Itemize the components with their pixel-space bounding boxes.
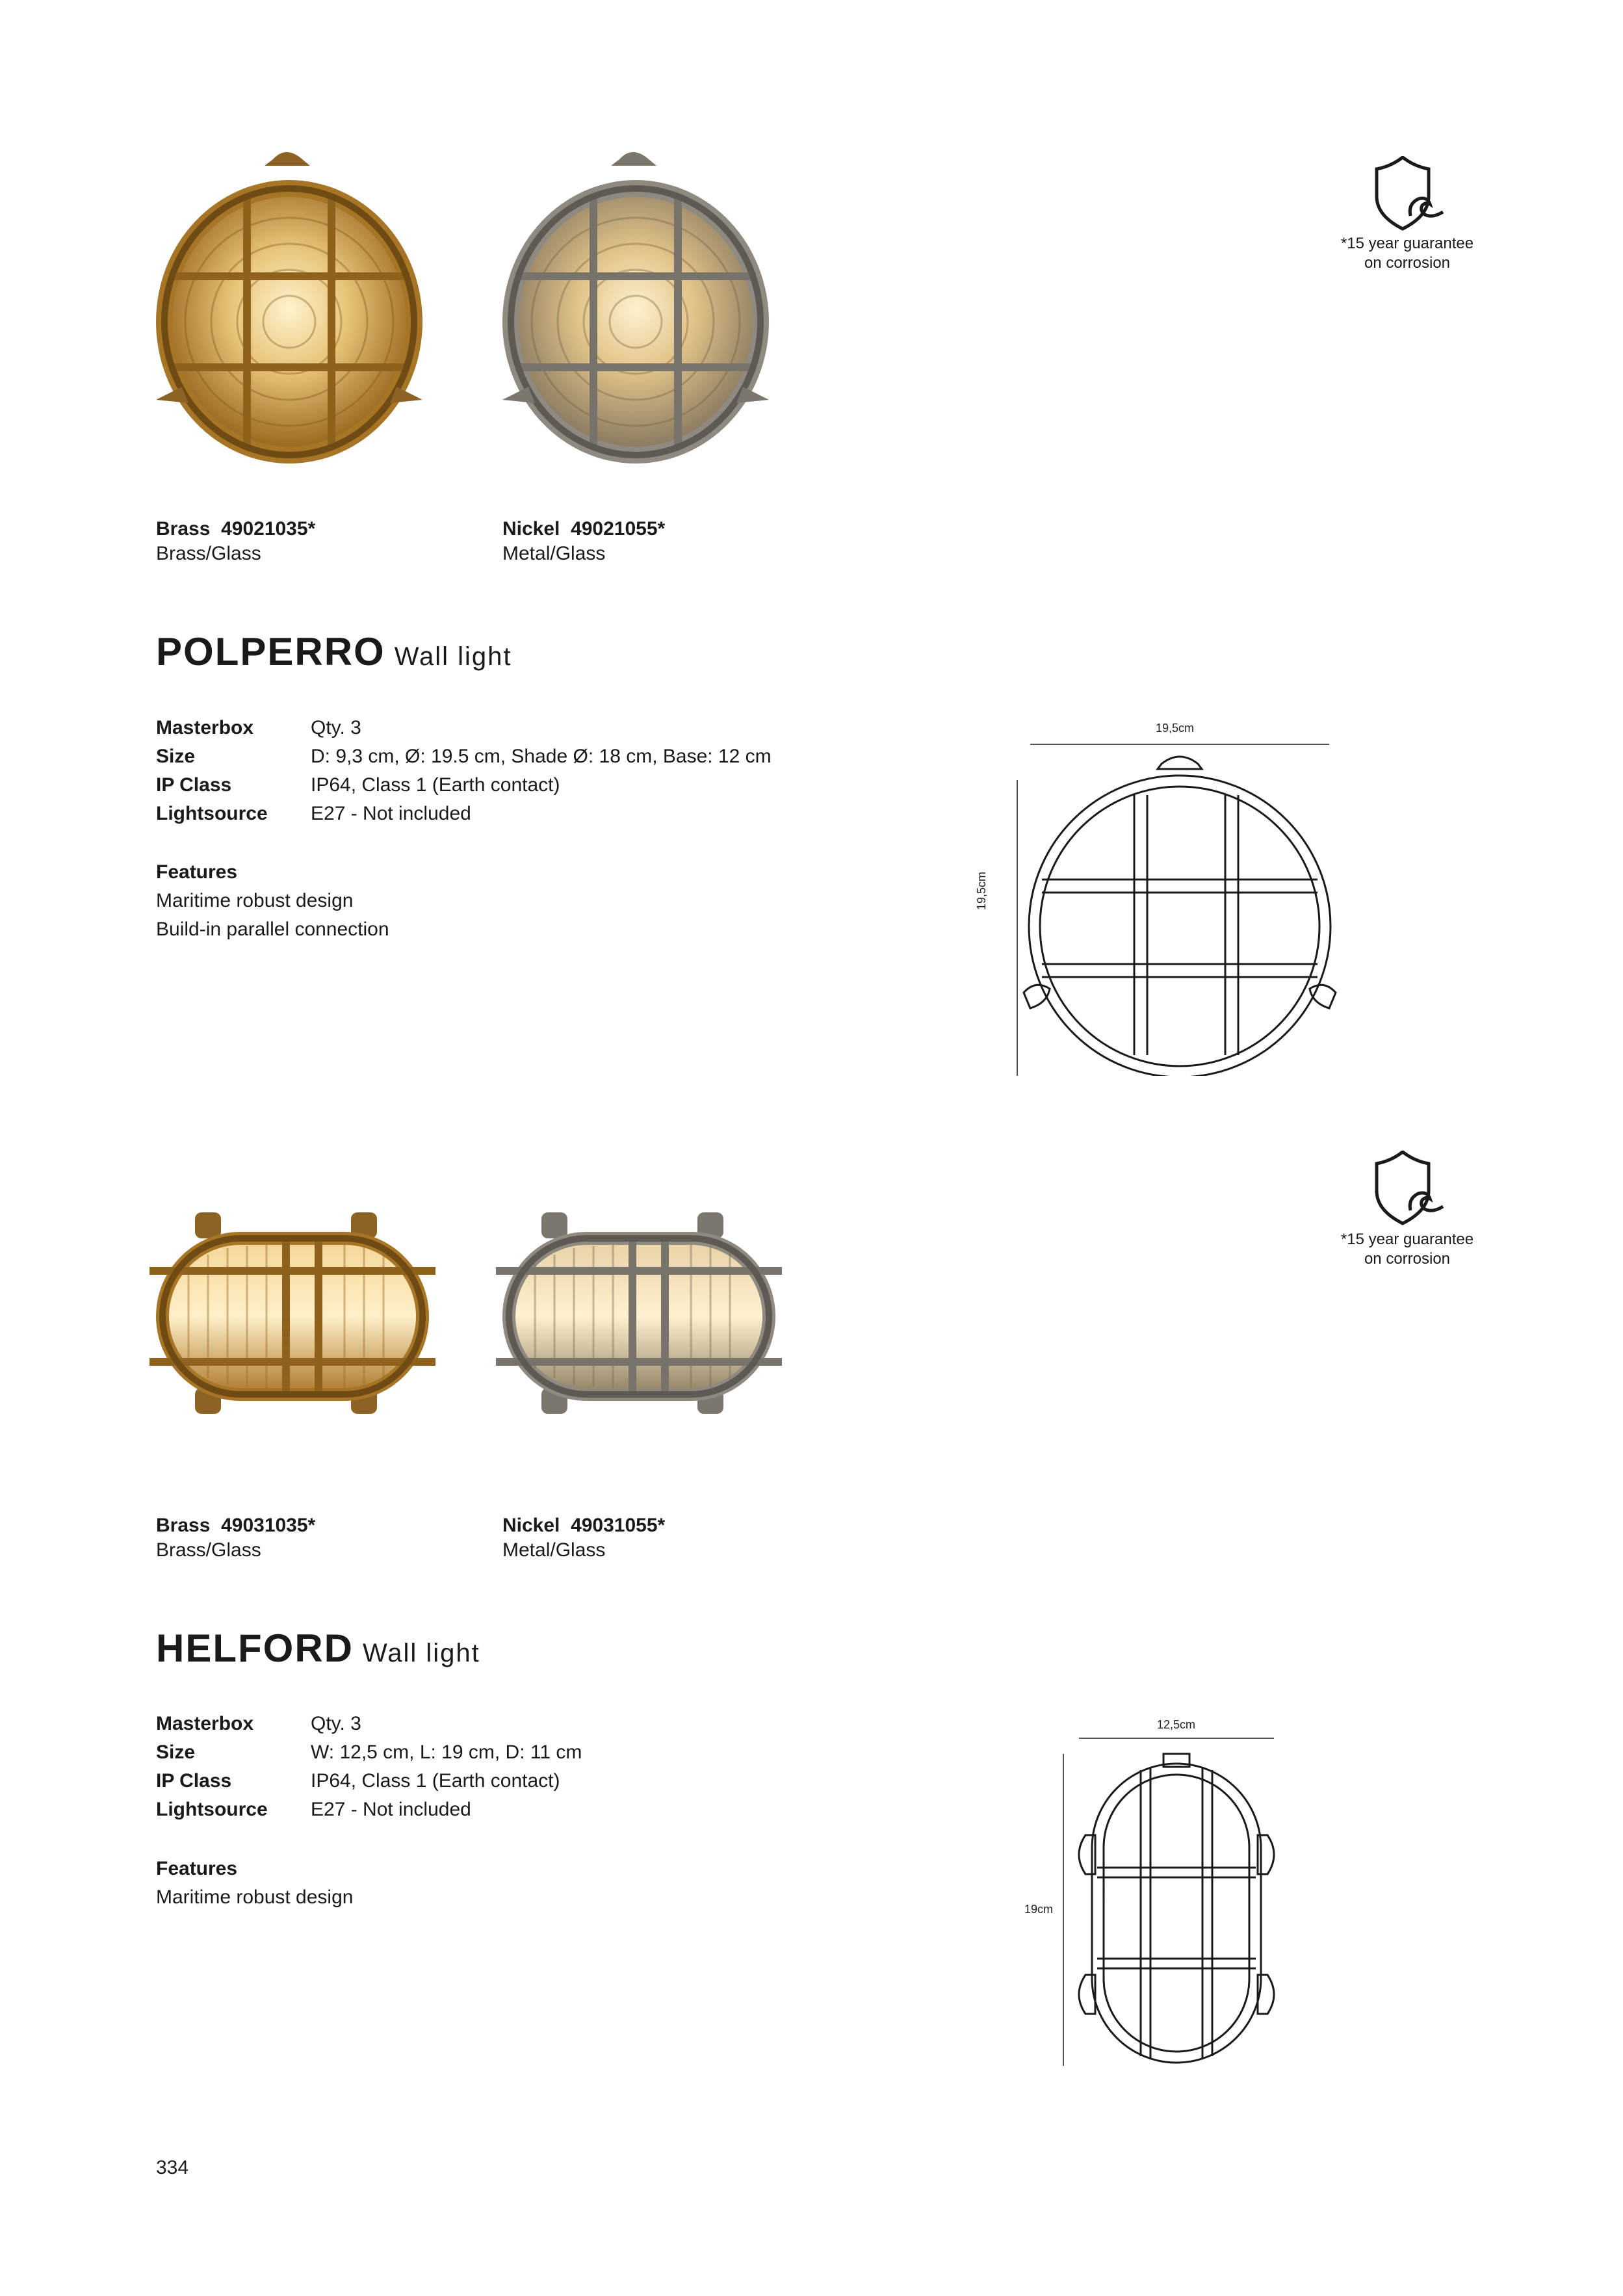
features-title: Features [156,1858,238,1879]
shield-wave-icon [1365,156,1449,234]
spec-row-ip-class [156,1767,582,1795]
variant-material: Metal/Glass [502,543,606,564]
product-photo-polperro-brass [149,146,435,491]
variant-code: 49021035* [221,518,316,540]
guarantee-line-2: on corrosion [1364,254,1451,272]
spec-table-polperro [156,714,772,828]
product-type: Wall light [394,642,512,671]
spec-value: IP64, Class 1 (Earth contact) [311,774,560,796]
variant-caption-polperro-nickel [502,517,665,566]
spec-value: Qty. 3 [311,717,361,738]
guarantee-line-2: on corrosion [1364,1250,1451,1268]
variant-material: Metal/Glass [502,1539,606,1561]
spec-key: Masterbox [156,717,254,738]
variant-caption-helford-nickel [502,1513,665,1563]
guarantee-note [1323,1230,1492,1269]
product-photo-helford-nickel [496,1193,788,1440]
variant-caption-polperro-brass [156,517,315,566]
spec-key: Size [156,746,196,767]
spec-row-lightsource [156,800,772,828]
variant-code: 49031055* [571,1515,666,1536]
product-photo-polperro-nickel [496,146,782,491]
guarantee-line-1: *15 year guarantee [1340,235,1474,252]
variant-caption-helford-brass [156,1513,315,1563]
technical-drawing-helford [1059,1734,1280,2072]
spec-value: D: 9,3 cm, Ø: 19.5 cm, Shade Ø: 18 cm, Base: 12 cm [311,746,772,767]
dimension-width-label: 19,5cm [1156,722,1195,735]
spec-value: IP64, Class 1 (Earth contact) [311,1770,560,1792]
variant-material: Brass/Glass [156,543,261,564]
spec-key: Lightsource [156,1799,268,1820]
feature-item: Maritime robust design [156,890,354,911]
product-name: HELFORD [156,1626,354,1670]
shield-wave-icon [1365,1151,1449,1229]
dimension-height-label: 19,5cm [975,871,988,910]
spec-row-masterbox [156,1710,582,1738]
spec-key: Masterbox [156,1713,254,1734]
spec-key: Size [156,1742,196,1763]
spec-key: Lightsource [156,803,268,824]
features-polperro [156,858,389,944]
spec-value: W: 12,5 cm, L: 19 cm, D: 11 cm [311,1742,582,1763]
variant-code: 49031035* [221,1515,316,1536]
spec-value: E27 - Not included [311,1799,471,1820]
spec-row-size [156,1738,582,1767]
variant-finish: Brass [156,1515,211,1536]
guarantee-line-1: *15 year guarantee [1340,1231,1474,1248]
feature-item: Build-in parallel connection [156,919,389,940]
page-number: 334 [156,2157,189,2178]
features-title: Features [156,861,238,883]
guarantee-note [1323,234,1492,273]
spec-value: E27 - Not included [311,803,471,824]
spec-row-size [156,742,772,771]
spec-key: IP Class [156,1770,232,1792]
spec-key: IP Class [156,774,232,796]
spec-value: Qty. 3 [311,1713,361,1734]
spec-row-lightsource [156,1795,582,1824]
features-helford [156,1855,353,1912]
variant-material: Brass/Glass [156,1539,261,1561]
feature-item: Maritime robust design [156,1886,354,1908]
product-photo-helford-brass [149,1193,442,1440]
spec-row-masterbox [156,714,772,742]
variant-finish: Brass [156,518,211,540]
variant-code: 49021055* [571,518,666,540]
product-name: POLPERRO [156,630,385,673]
product-type: Wall light [362,1639,480,1667]
technical-drawing-polperro [1011,738,1349,1076]
variant-finish: Nickel [502,518,560,540]
variant-finish: Nickel [502,1515,560,1536]
spec-table-helford [156,1710,582,1824]
dimension-width-label: 12,5cm [1157,1718,1196,1731]
product-heading-polperro [156,629,512,674]
spec-row-ip-class [156,771,772,800]
product-heading-helford [156,1626,480,1671]
dimension-height-label: 19cm [1024,1903,1054,1916]
